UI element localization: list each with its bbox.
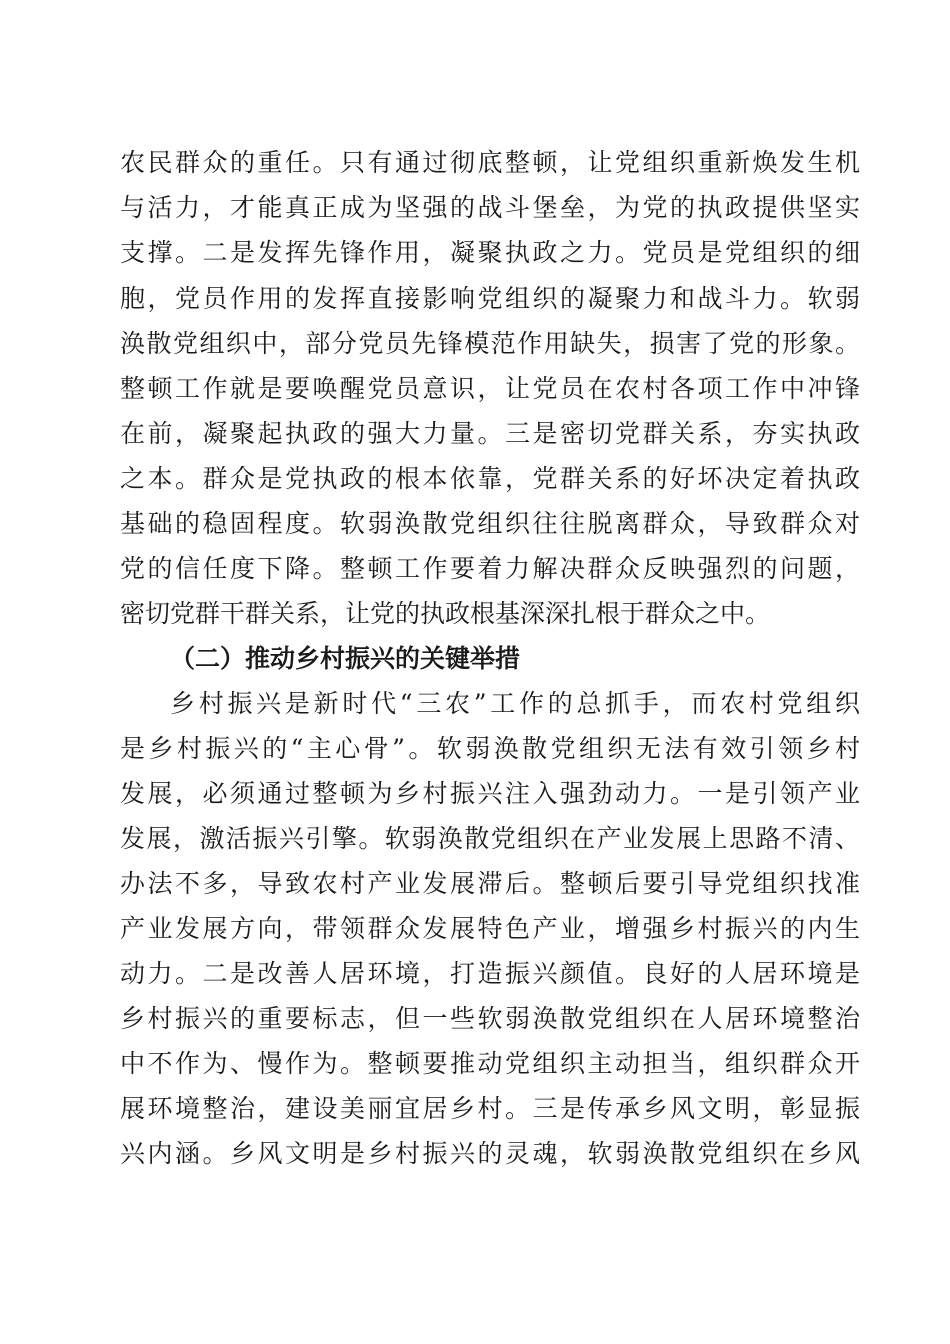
body-text-line: 中不作为、慢作为。整顿要推动党组织主动担当，组织群众开 bbox=[120, 1049, 860, 1078]
body-text-line: 之本。群众是党执政的根本依靠，党群关系的好坏决定着执政 bbox=[120, 464, 860, 493]
section-heading: （二）推动乡村振兴的关键举措 bbox=[170, 644, 521, 673]
body-text-line: 产业发展方向，带领群众发展特色产业，增强乡村振兴的内生 bbox=[120, 914, 860, 943]
body-text-line: 在前，凝聚起执政的强大力量。三是密切党群关系，夯实执政 bbox=[120, 419, 860, 448]
body-text-line: 展环境整治，建设美丽宜居乡村。三是传承乡风文明，彰显振 bbox=[120, 1094, 860, 1123]
body-text-line: 乡村振兴是新时代“三农”工作的总抓手，而农村党组织 bbox=[170, 689, 860, 718]
body-text-line: 乡村振兴的重要标志，但一些软弱涣散党组织在人居环境整治 bbox=[120, 1004, 860, 1033]
body-text-line: 动力。二是改善人居环境，打造振兴颜值。良好的人居环境是 bbox=[120, 959, 860, 988]
body-text-line: 是乡村振兴的“主心骨”。软弱涣散党组织无法有效引领乡村 bbox=[120, 734, 860, 763]
body-text-line: 整顿工作就是要唤醒党员意识，让党员在农村各项工作中冲锋 bbox=[120, 374, 860, 403]
body-text-line: 兴内涵。乡风文明是乡村振兴的灵魂，软弱涣散党组织在乡风 bbox=[120, 1139, 860, 1168]
body-text-line: 党的信任度下降。整顿工作要着力解决群众反映强烈的问题， bbox=[120, 554, 860, 583]
body-text-line: 发展，激活振兴引擎。软弱涣散党组织在产业发展上思路不清、 bbox=[120, 824, 860, 853]
body-text-line: 与活力，才能真正成为坚强的战斗堡垒，为党的执政提供坚实 bbox=[120, 193, 860, 222]
body-text-line: 农民群众的重任。只有通过彻底整顿，让党组织重新焕发生机 bbox=[120, 148, 860, 177]
body-text-line: 涣散党组织中，部分党员先锋模范作用缺失，损害了党的形象。 bbox=[120, 329, 860, 358]
body-text-line: 支撑。二是发挥先锋作用，凝聚执政之力。党员是党组织的细 bbox=[120, 238, 860, 267]
body-text-line: 胞，党员作用的发挥直接影响党组织的凝聚力和战斗力。软弱 bbox=[120, 284, 860, 313]
body-text-line: 基础的稳固程度。软弱涣散党组织往往脱离群众，导致群众对 bbox=[120, 509, 860, 538]
body-text-line: 发展，必须通过整顿为乡村振兴注入强劲动力。一是引领产业 bbox=[120, 779, 860, 808]
body-text-line: 密切党群干群关系，让党的执政根基深深扎根于群众之中。 bbox=[120, 599, 771, 628]
body-text-line: 办法不多，导致农村产业发展滞后。整顿后要引导党组织找准 bbox=[120, 869, 860, 898]
